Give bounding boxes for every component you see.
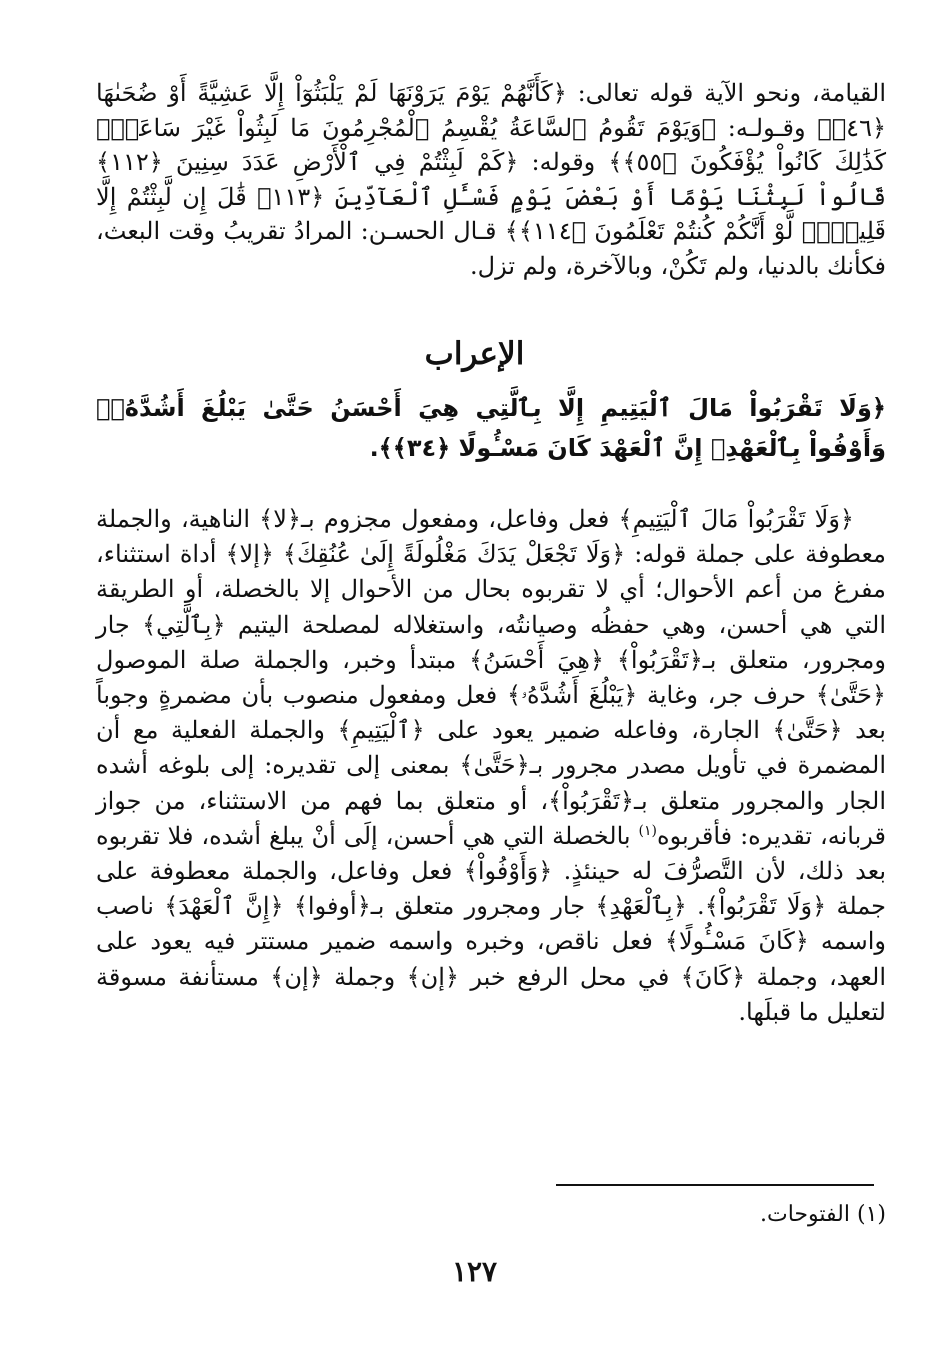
analysis-text-part-2: بالخصلة التي هي أحسن، إلَى أنْ يبلغ أشده، فلا تقربوه بعد ذلك، لأن التَّصرُّفَ له حينئذٍ. ﴿وَأَوْفُواْ﴾ فعل وفاعل، والجملة معطوفة على جملة ﴿وَلَا تَقْرَبُواْ﴾. ﴿بِٱلْعَهْدِ﴾ جار ومجرور متعلق بـ﴿أوفوا﴾ ﴿إِنَّ ٱلْعَهْدَ﴾ ناصب واسمه ﴿كَانَ مَسْـُٔولًا﴾ فعل ناقص، وخبره واسمه ضمير مستتر فيه يعود على العهد، وجملة ﴿كَانَ﴾ في محل الرفع خبر ﴿إن﴾ وجملة ﴿إن﴾ مستأنفة مسوقة لتعليل ما قبلَها. <box>96 821 886 1026</box>
intro-text: القيامة، ونحو الآية قوله تعالى: ﴿كَأَنَّهُمْ يَوْمَ يَرَوْنَهَا لَمْ يَلْبَثُوٓاْ إِلَّا عَشِيَّةً أَوْ ضُحَىٰهَا ﴿٤٦﴾﴾ وقـولـه: ﴿وَيَوْمَ تَقُومُ ٱلسَّاعَةُ يُقْسِمُ ٱلْمُجْرِمُونَ مَا لَبِثُواْ غَيْرَ سَاعَةٍۚ كَذَٰلِكَ كَانُواْ يُؤْفَكُونَ ﴿٥٥﴾﴾ وقوله: ﴿كَمْ لَبِثْتُمْ فِي ٱلْأَرْضِ عَدَدَ سِنِينَ ﴿١١٢﴾ قَالُواْ لَبِثْنَا يَوْمًا أَوْ بَعْضَ يَوْمٍ فَسْـَٔلِ ٱلْعَآدِّينَ ﴿١١٣﴾ قَٰلَ إِن لَّبِثْتُمْ إِلَّا قَلِيلًاۖ لَّوْ أَنَّكُمْ كُنتُمْ تَعْلَمُونَ ﴿١١٤﴾﴾ قـال الحسـن: المرادُ تقريبُ وقت البعث، فكأنك بالدنيا، ولم تَكُنْ، وبالآخرة، ولم تزل. <box>96 79 887 280</box>
verse-text: ﴿وَلَا تَقْرَبُواْ مَالَ ٱلْيَتِيمِ إِلَّا بِٱلَّتِي هِيَ أَحْسَنُ حَتَّىٰ يَبْلُغَ أَشُدَّهُۥۚ وَأَوْفُواْ بِٱلْعَهْدِۖ إِنَّ ٱلْعَهْدَ كَانَ مَسْـُٔولًا ﴿٣٤﴾﴾. <box>96 394 886 462</box>
grammatical-analysis <box>96 502 886 1030</box>
footnote-marker: (١) <box>856 1202 886 1227</box>
footnote-text: الفتوحات. <box>760 1202 850 1227</box>
footnote-divider <box>556 1184 874 1186</box>
footnote-reference[interactable]: (١) <box>638 822 657 839</box>
section-heading: الإعراب <box>424 336 525 372</box>
analysis-text-part-1: ﴿وَلَا تَقْرَبُواْ مَالَ ٱلْيَتِيمِ﴾ فعل وفاعل، ومفعول مجزوم بـ﴿لا﴾ الناهية، والجملة معطوفة على جملة قوله: ﴿وَلَا تَجْعَلْ يَدَكَ مَغْلُولَةً إِلَىٰ عُنُقِكَ﴾ ﴿إلا﴾ أداة استثناء، مفرغ من أعم الأحوال؛ أي لا تقربوه بحال من الأحوال إلا بالخصلة، أو الطريقة التي هي أحسن، وهي حفظُه وصيانتُه، واستغلاله لمصلحة اليتيم ﴿بِٱلَّتِي﴾ جار ومجرور، متعلق بـ﴿تَقْرَبُواْ﴾ ﴿هِيَ أَحْسَنُ﴾ مبتدأ وخبر، والجملة صلة الموصول ﴿حَتَّىٰ﴾ حرف جر، وغاية ﴿يَبْلُغَ أَشُدَّهُۥ﴾ فعل ومفعول منصوب بأن مضمرةٍ وجوباً بعد ﴿حَتَّىٰ﴾ الجارة، وفاعله ضمير يعود على ﴿ٱلْيَتِيمِ﴾ والجملة الفعلية مع أن المضمرة في تأويل مصدر مجرور بـ﴿حَتَّىٰ﴾ بمعنى إلى تقديره: إلى بلوغه أشده الجار والمجرور متعلق بـ﴿تَقْرَبُواْ﴾، أو متعلق بما فهم من الاستثناء، من جواز قربانه، تقديره: فأقربوه <box>96 505 887 850</box>
intro-paragraph <box>96 76 886 283</box>
quoted-verse <box>96 388 886 468</box>
analysis-paragraph <box>96 502 886 1030</box>
footnote <box>96 1200 886 1230</box>
page-number: ١٢٧ <box>451 1255 498 1288</box>
